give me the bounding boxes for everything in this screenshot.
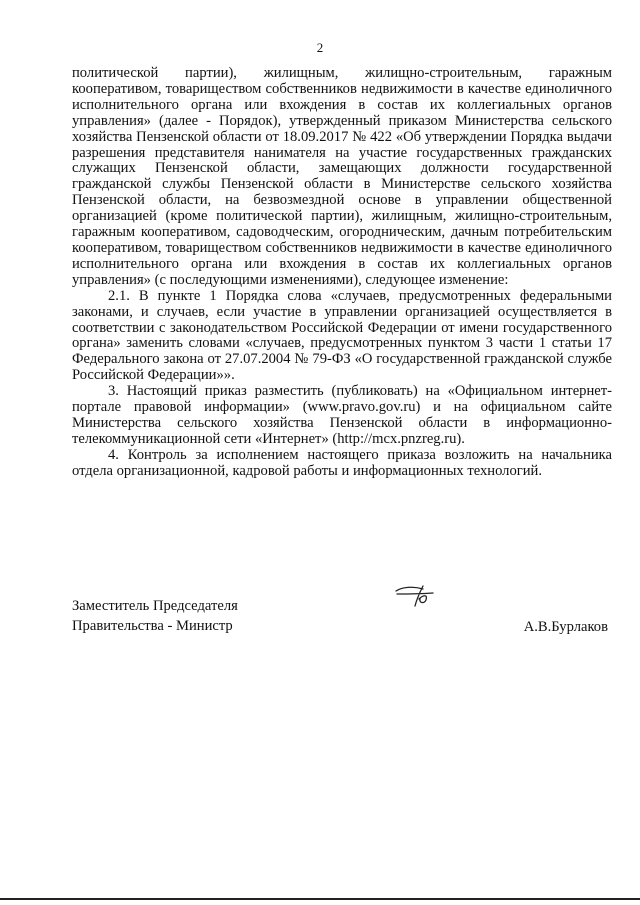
signer-title bbox=[72, 596, 238, 636]
signer-title-line-1: Заместитель Председателя bbox=[72, 598, 238, 614]
signer-title-line-2: Правительства - Министр bbox=[72, 618, 233, 634]
paragraph-continuation: политической партии), жилищным, жилищно-строительным, гаражным кооперативом, товариществом собственников недвижимости в качестве единоличного исполнительного органа или вхождения в состав их коллегиальных органов управления» (далее - Порядок), утвержденный приказом Министерства сельского хозяйства Пензенской области от 18.09.2017 № 422 «Об утверждении Порядка выдачи разрешения представителя нанимателя на участие государственных гражданских служащих Пензенской области, замещающих должности государственной гражданской службы Пензенской области в Министерстве сельского хозяйства Пензенской области, на безвозмездной основе в управлении общественной организацией (кроме политической партии), жилищным, жилищно-строительным, гаражным кооперативом, садоводческим, огородническим, дачным потребительским кооперативом, товариществом собственников недвижимости в качестве единоличного исполнительного органа или вхождения в состав их коллегиальных органов управления» (с последующими изменениями), следующее изменение: bbox=[72, 65, 612, 288]
handwritten-signature bbox=[393, 582, 437, 608]
signer-name: А.В.Бурлаков bbox=[523, 619, 608, 635]
paragraph-item-3: 3. Настоящий приказ разместить (публиковать) на «Официальном интернет-портале правовой информации» (www.pravo.gov.ru) и на официальном сайте Министерства сельского хозяйства Пензенской области в информационно-телекоммуникационной сети «Интернет» (http://mcx.pnzreg.ru). bbox=[72, 383, 612, 447]
bottom-border bbox=[0, 898, 640, 900]
page-number: 2 bbox=[316, 40, 324, 55]
paragraph-item-2-1: 2.1. В пункте 1 Порядка слова «случаев, предусмотренных федеральными законами, и случаев, если участие в управлении организацией осуществляется в соответствии с законодательством Российской Федерации от имени государственного органа» заменить словами «случаев, предусмотренных пунктом 3 части 1 статьи 17 Федерального закона от 27.07.2004 № 79-ФЗ «О государственной гражданской службе Российской Федерации»». bbox=[72, 287, 612, 384]
paragraph-item-4: 4. Контроль за исполнением настоящего приказа возложить на начальника отдела организационной, кадровой работы и информационных технологий. bbox=[72, 446, 612, 479]
document-body bbox=[72, 66, 612, 480]
